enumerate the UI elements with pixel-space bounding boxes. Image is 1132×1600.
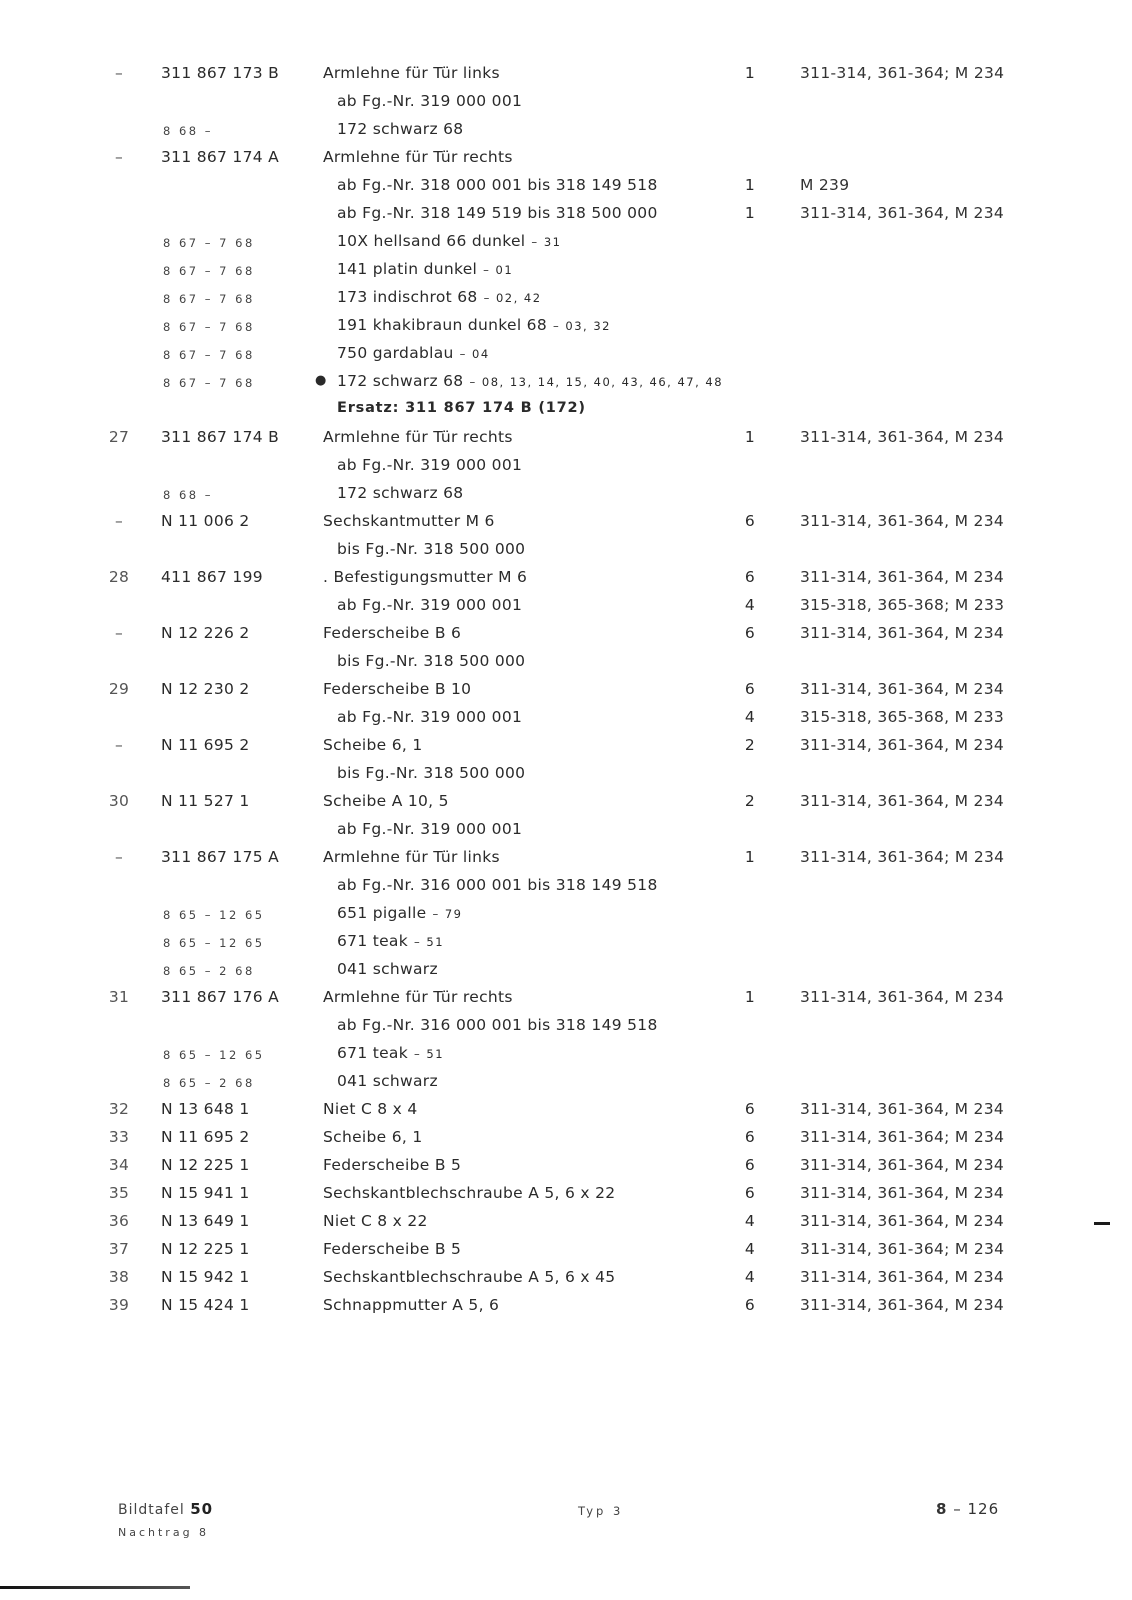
part-description <box>323 568 527 586</box>
quantity: 4 <box>744 1240 756 1258</box>
application-models: M 239 <box>800 176 850 194</box>
part-description <box>337 456 522 474</box>
date-range: 8 68 – <box>163 488 214 502</box>
parts-row <box>0 256 1132 284</box>
part-description <box>337 876 658 894</box>
quantity: 1 <box>744 64 756 82</box>
description-text: Armlehne für Tür rechts <box>323 428 513 446</box>
part-description <box>323 428 513 446</box>
application-models: 311-314, 361-364, M 234 <box>800 736 1005 754</box>
part-description <box>323 792 449 810</box>
part-description <box>337 708 522 726</box>
part-number: N 11 695 2 <box>161 1128 250 1146</box>
position-number: – <box>114 736 124 754</box>
bildtafel-text: Bildtafel <box>118 1502 185 1518</box>
date-range: 8 67 – 7 68 <box>163 292 255 306</box>
description-text: ab Fg.-Nr. 318 000 001 bis 318 149 518 <box>337 176 658 194</box>
description-text: Federscheibe B 6 <box>323 624 462 642</box>
part-description <box>323 64 500 82</box>
nachtrag-label: Nachtrag 8 <box>118 1526 210 1539</box>
part-description <box>337 1016 658 1034</box>
part-description <box>337 764 525 782</box>
part-description <box>323 1184 615 1202</box>
quantity: 6 <box>744 1296 756 1314</box>
part-number: 411 867 199 <box>161 568 263 586</box>
parts-row <box>0 1124 1132 1152</box>
parts-row <box>0 1040 1132 1068</box>
part-description <box>337 120 463 138</box>
part-description <box>323 1240 461 1258</box>
part-description <box>337 820 522 838</box>
position-number: 29 <box>108 680 130 698</box>
parts-row <box>0 172 1132 200</box>
part-number: N 15 942 1 <box>161 1268 250 1286</box>
parts-row <box>0 844 1132 872</box>
date-range: 8 68 – <box>163 124 214 138</box>
part-description <box>337 260 513 278</box>
part-description <box>323 736 423 754</box>
typ-label: Typ 3 <box>578 1504 624 1518</box>
page-footer <box>0 1500 1132 1560</box>
parts-row <box>0 928 1132 956</box>
quantity: 6 <box>744 624 756 642</box>
application-models: 311-314, 361-364; M 234 <box>800 1240 1005 1258</box>
part-description <box>323 1212 428 1230</box>
position-number: 33 <box>108 1128 130 1146</box>
quantity: 6 <box>744 1184 756 1202</box>
parts-row <box>0 284 1132 312</box>
position-number: 30 <box>108 792 130 810</box>
description-text: Armlehne für Tür rechts <box>323 988 513 1006</box>
part-number: N 12 226 2 <box>161 624 250 642</box>
part-description <box>337 484 463 502</box>
parts-row <box>0 200 1132 228</box>
parts-row <box>0 676 1132 704</box>
description-text: 10X hellsand 66 dunkel <box>337 232 526 250</box>
description-text: Federscheibe B 5 <box>323 1240 462 1258</box>
part-description <box>337 176 658 194</box>
color-codes: – 51 <box>414 1047 445 1061</box>
date-range: 8 65 – 12 65 <box>163 936 265 950</box>
description-text: 041 schwarz <box>337 1072 438 1090</box>
parts-row <box>0 312 1132 340</box>
scan-edge-mark-bottom <box>0 1586 190 1589</box>
position-number: – <box>114 624 124 642</box>
date-range: 8 67 – 7 68 <box>163 348 255 362</box>
description-text: 041 schwarz <box>337 960 438 978</box>
application-models: 311-314, 361-364, M 234 <box>800 1100 1005 1118</box>
parts-row <box>0 144 1132 172</box>
parts-row <box>0 60 1132 88</box>
application-models: 311-314, 361-364, M 234 <box>800 1156 1005 1174</box>
parts-row <box>0 564 1132 592</box>
parts-row <box>0 872 1132 900</box>
part-description <box>323 1156 461 1174</box>
position-number: 39 <box>108 1296 130 1314</box>
parts-row <box>0 536 1132 564</box>
date-range: 8 67 – 7 68 <box>163 236 255 250</box>
scan-edge-mark-right <box>1094 1222 1110 1225</box>
parts-row <box>0 368 1132 396</box>
quantity: 4 <box>744 1212 756 1230</box>
color-codes: – 01 <box>483 263 514 277</box>
parts-row <box>0 1180 1132 1208</box>
part-description <box>323 1296 499 1314</box>
part-number: N 13 649 1 <box>161 1212 250 1230</box>
part-number: 311 867 175 A <box>161 848 280 866</box>
position-number: 37 <box>108 1240 130 1258</box>
date-range: 8 65 – 12 65 <box>163 908 265 922</box>
page-number <box>936 1500 999 1518</box>
description-text: bis Fg.-Nr. 318 500 000 <box>337 652 526 670</box>
part-description <box>337 960 438 978</box>
application-models: 311-314, 361-364, M 234 <box>800 680 1005 698</box>
parts-row <box>0 620 1132 648</box>
part-number: N 15 941 1 <box>161 1184 250 1202</box>
parts-row <box>0 452 1132 480</box>
application-models: 311-314, 361-364, M 234 <box>800 568 1005 586</box>
quantity: 6 <box>744 1128 756 1146</box>
position-number: 31 <box>108 988 130 1006</box>
application-models: 311-314, 361-364, M 234 <box>800 204 1005 222</box>
description-text: 141 platin dunkel <box>337 260 478 278</box>
description-text: Niet C 8 x 22 <box>323 1212 428 1230</box>
page-number-rest: – 126 <box>953 1500 1000 1518</box>
description-text: Federscheibe B 5 <box>323 1156 462 1174</box>
quantity: 6 <box>744 568 756 586</box>
part-number: N 11 006 2 <box>161 512 250 530</box>
quantity: 6 <box>744 1100 756 1118</box>
description-text: Scheibe A 10, 5 <box>323 792 449 810</box>
description-text: 651 pigalle <box>337 904 427 922</box>
parts-row <box>0 1208 1132 1236</box>
description-text: 173 indischrot 68 <box>337 288 478 306</box>
quantity: 1 <box>744 204 756 222</box>
part-number: 311 867 176 A <box>161 988 280 1006</box>
part-number: 311 867 173 B <box>161 64 280 82</box>
part-description <box>337 652 525 670</box>
description-text: 172 schwarz 68 <box>337 120 464 138</box>
color-codes: – 02, 42 <box>483 291 542 305</box>
part-description <box>337 316 611 334</box>
part-number: N 12 225 1 <box>161 1156 250 1174</box>
position-number: 34 <box>108 1156 130 1174</box>
position-number: – <box>114 848 124 866</box>
application-models: 311-314, 361-364, M 234 <box>800 988 1005 1006</box>
description-text: ab Fg.-Nr. 319 000 001 <box>337 92 523 110</box>
parts-row <box>0 1096 1132 1124</box>
description-text: ab Fg.-Nr. 316 000 001 bis 318 149 518 <box>337 876 658 894</box>
quantity: 1 <box>744 848 756 866</box>
part-description <box>323 624 461 642</box>
description-text: ab Fg.-Nr. 318 149 519 bis 318 500 000 <box>337 204 658 222</box>
description-text: Scheibe 6, 1 <box>323 1128 423 1146</box>
parts-row <box>0 1012 1132 1040</box>
application-models: 311-314, 361-364, M 234 <box>800 512 1005 530</box>
description-text: 671 teak <box>337 932 408 950</box>
part-description <box>337 932 444 950</box>
date-range: 8 67 – 7 68 <box>163 264 255 278</box>
parts-row <box>0 480 1132 508</box>
part-description <box>323 848 500 866</box>
parts-row <box>0 340 1132 368</box>
date-range: 8 65 – 2 68 <box>163 964 255 978</box>
description-text: Ersatz: 311 867 174 B (172) <box>337 400 586 416</box>
part-description <box>323 988 513 1006</box>
description-text: 671 teak <box>337 1044 408 1062</box>
page-number-prefix: 8 <box>936 1500 948 1518</box>
description-text: ab Fg.-Nr. 319 000 001 <box>337 596 523 614</box>
application-models: 311-314, 361-364, M 234 <box>800 1184 1005 1202</box>
part-number: N 12 225 1 <box>161 1240 250 1258</box>
position-number: 36 <box>108 1212 130 1230</box>
part-description <box>337 204 658 222</box>
part-description <box>337 1044 444 1062</box>
description-text: Armlehne für Tür rechts <box>323 148 513 166</box>
part-description <box>323 1100 418 1118</box>
part-description <box>337 372 723 390</box>
part-description <box>337 92 522 110</box>
description-text: ab Fg.-Nr. 319 000 001 <box>337 708 523 726</box>
parts-row <box>0 1068 1132 1096</box>
part-number: N 13 648 1 <box>161 1100 250 1118</box>
quantity: 2 <box>744 792 756 810</box>
position-number: – <box>114 512 124 530</box>
quantity: 2 <box>744 736 756 754</box>
application-models: 311-314, 361-364; M 234 <box>800 1128 1005 1146</box>
part-description <box>323 1268 615 1286</box>
color-codes: – 03, 32 <box>552 319 611 333</box>
quantity: 4 <box>744 1268 756 1286</box>
part-description <box>337 400 586 416</box>
description-text: 750 gardablau <box>337 344 454 362</box>
part-description <box>323 148 513 166</box>
part-description <box>337 344 490 362</box>
parts-row <box>0 648 1132 676</box>
date-range: 8 65 – 12 65 <box>163 1048 265 1062</box>
position-number: – <box>114 64 124 82</box>
description-text: Armlehne für Tür links <box>323 64 500 82</box>
application-models: 311-314, 361-364, M 234 <box>800 1296 1005 1314</box>
parts-row <box>0 1236 1132 1264</box>
position-number: 27 <box>108 428 130 446</box>
parts-row <box>0 704 1132 732</box>
part-description <box>337 596 522 614</box>
parts-row <box>0 760 1132 788</box>
application-models: 311-314, 361-364, M 234 <box>800 624 1005 642</box>
parts-row <box>0 816 1132 844</box>
color-codes: – 51 <box>414 935 445 949</box>
description-text: 172 schwarz 68 <box>337 484 464 502</box>
date-range: 8 67 – 7 68 <box>163 376 255 390</box>
color-codes: – 31 <box>531 235 562 249</box>
parts-row <box>0 228 1132 256</box>
part-description <box>337 288 542 306</box>
description-text: Scheibe 6, 1 <box>323 736 423 754</box>
quantity: 4 <box>744 708 756 726</box>
position-number: 28 <box>108 568 130 586</box>
description-text: Sechskantmutter M 6 <box>323 512 495 530</box>
quantity: 1 <box>744 428 756 446</box>
description-text: bis Fg.-Nr. 318 500 000 <box>337 764 526 782</box>
part-number: N 11 527 1 <box>161 792 250 810</box>
bildtafel-number: 50 <box>190 1500 214 1518</box>
description-text: 172 schwarz 68 <box>337 372 464 390</box>
parts-row <box>0 788 1132 816</box>
application-models: 311-314, 361-364, M 234 <box>800 792 1005 810</box>
part-description <box>323 680 471 698</box>
description-text: Sechskantblechschraube A 5, 6 x 45 <box>323 1268 616 1286</box>
description-text: Schnappmutter A 5, 6 <box>323 1296 500 1314</box>
parts-row <box>0 1264 1132 1292</box>
parts-row <box>0 984 1132 1012</box>
description-text: ab Fg.-Nr. 319 000 001 <box>337 820 523 838</box>
quantity: 1 <box>744 176 756 194</box>
date-range: 8 67 – 7 68 <box>163 320 255 334</box>
quantity: 6 <box>744 1156 756 1174</box>
description-text: ab Fg.-Nr. 319 000 001 <box>337 456 523 474</box>
parts-row <box>0 396 1132 424</box>
bildtafel-label <box>118 1500 213 1518</box>
quantity: 1 <box>744 988 756 1006</box>
part-description <box>337 1072 438 1090</box>
application-models: 311-314, 361-364; M 234 <box>800 64 1005 82</box>
quantity: 4 <box>744 596 756 614</box>
position-number: 38 <box>108 1268 130 1286</box>
part-description <box>337 540 525 558</box>
position-number: 32 <box>108 1100 130 1118</box>
quantity: 6 <box>744 512 756 530</box>
part-number: N 15 424 1 <box>161 1296 250 1314</box>
position-number: – <box>114 148 124 166</box>
part-number: 311 867 174 B <box>161 428 280 446</box>
description-text: Sechskantblechschraube A 5, 6 x 22 <box>323 1184 616 1202</box>
bullet-icon: ● <box>315 373 327 388</box>
parts-row <box>0 508 1132 536</box>
part-description <box>337 232 561 250</box>
quantity: 6 <box>744 680 756 698</box>
date-range: 8 65 – 2 68 <box>163 1076 255 1090</box>
position-number: 35 <box>108 1184 130 1202</box>
parts-list <box>0 60 1132 1320</box>
parts-row <box>0 900 1132 928</box>
parts-row <box>0 592 1132 620</box>
application-models: 311-314, 361-364, M 234 <box>800 1268 1005 1286</box>
color-codes: – 08, 13, 14, 15, 40, 43, 46, 47, 48 <box>469 375 724 389</box>
application-models: 311-314, 361-364, M 234 <box>800 1212 1005 1230</box>
parts-row <box>0 88 1132 116</box>
parts-row <box>0 116 1132 144</box>
parts-row <box>0 1292 1132 1320</box>
description-text: ab Fg.-Nr. 316 000 001 bis 318 149 518 <box>337 1016 658 1034</box>
application-models: 311-314, 361-364; M 234 <box>800 848 1005 866</box>
parts-row <box>0 956 1132 984</box>
part-description <box>337 904 463 922</box>
description-text: Armlehne für Tür links <box>323 848 500 866</box>
color-codes: – 04 <box>459 347 490 361</box>
part-number: N 12 230 2 <box>161 680 250 698</box>
part-description <box>323 512 495 530</box>
description-text: Niet C 8 x 4 <box>323 1100 418 1118</box>
parts-row <box>0 424 1132 452</box>
part-number: 311 867 174 A <box>161 148 280 166</box>
parts-row <box>0 1152 1132 1180</box>
parts-row <box>0 732 1132 760</box>
description-text: . Befestigungsmutter M 6 <box>323 568 528 586</box>
application-models: 315-318, 365-368, M 233 <box>800 708 1005 726</box>
application-models: 311-314, 361-364, M 234 <box>800 428 1005 446</box>
color-codes: – 79 <box>432 907 463 921</box>
description-text: Federscheibe B 10 <box>323 680 472 698</box>
part-description <box>323 1128 423 1146</box>
application-models: 315-318, 365-368; M 233 <box>800 596 1005 614</box>
description-text: 191 khakibraun dunkel 68 <box>337 316 547 334</box>
part-number: N 11 695 2 <box>161 736 250 754</box>
description-text: bis Fg.-Nr. 318 500 000 <box>337 540 526 558</box>
